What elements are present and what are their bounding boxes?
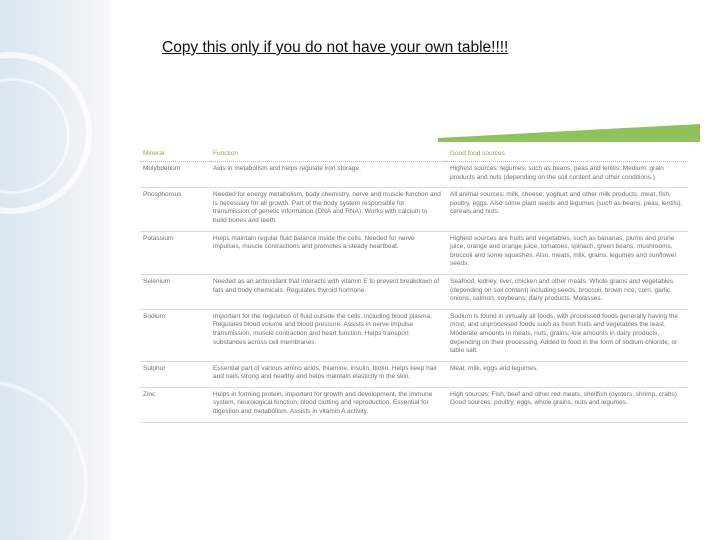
decorative-ring [0,380,88,540]
mineral-cell: Molybdenum [143,165,181,172]
header-sources: Good food sources [450,150,505,158]
sidebar-divider [110,0,112,540]
mineral-cell: Zinc [143,390,156,398]
table-row [140,387,688,422]
mineral-cell: Selenium [143,277,171,285]
sources-cell: Sodium is found in virtually all foods, with processed foods generally having the most, and unprocessed foods such as fresh fruits and vegetables the least. Moderate amounts in meats, nuts, grains; low amounts in dairy products, depending on their processing. Added to food in the form of sodium chloride, or table salt. [450,312,678,355]
function-cell: Helps in forming protein, important for growth and development, the immune system, neurological function, blood clotting and reproduction. Essential for digestion and metabolism. Assists in vitamin A activity. [213,390,433,416]
function-cell: Aids in metabolism and helps regulate iron storage. [213,165,361,172]
function-cell: Important for the regulation of fluid outside the cells, including blood plasma. Regulates blood volume and blood pressure. Assists in nerve impulse transmission, muscle contraction and heart function. Helps transport substances across cell membranes. [213,312,432,346]
sources-cell: High sources: Fish, beef and other red meats, shellfish (oysters, shrimp, crabs). Good sources: poultry, eggs, whole grains, nuts and legumes. [450,390,679,407]
mineral-cell: Potassium [143,234,174,242]
table-header-row [140,147,688,162]
table-row [140,162,688,188]
decorative-sidebar [0,0,112,540]
header-function: Function [213,150,238,158]
table-row [140,188,688,231]
sources-cell: Highest sources: legumes, such as beans, peas and lentils. Medium: grain products and nuts (depending on the soil content and other conditions.) [450,165,664,181]
mineral-table [140,147,688,423]
sources-cell: Highest sources are fruits and vegetables, such as bananas, plums and prune juice, orange and orange juice, tomatoes, spinach, green beans, mushrooms, broccoli and some squashes. Also, meats, milk, grains, legumes and sunflower seeds. [450,234,677,268]
accent-bar [438,124,700,142]
slide-heading: Copy this only if you do not have your own table!!!! [162,39,509,56]
table-row [140,231,688,274]
mineral-cell: Sulphur [143,364,166,372]
function-cell: Needed as an antioxidant that interacts with vitamin E to prevent breakdown of fats and body chemicals. Regulates thyroid hormone. [213,277,440,294]
sources-cell: Seafood, kidney, liver, chicken and other meats. Whole grains and vegetables (depending on soil content) including seeds, broccoli, brown rice, corn, garlic, onions, salmon, soybeans; dairy products. Molasses. [450,277,674,303]
sources-cell: Meat, milk, eggs and legumes. [450,364,539,372]
table-row [140,274,688,309]
function-cell: Needed for energy metabolism, body chemistry, nerve and muscle function and is necessary for all growth. Part of the body system responsible for transmission of genetic information (DNA and RNA). Works with calcium to build bones and teeth. [213,191,441,224]
function-cell: Essential part of various amino acids, thiamine, insulin, biotin. Helps keep hair and nails strong and healthy and helps maintain elasticity in the skin. [213,364,438,381]
table-row [140,361,688,387]
table-row [140,309,688,361]
mineral-cell: Phosphorous [143,191,182,199]
header-mineral: Mineral [143,150,165,158]
mineral-cell: Sodium [143,312,166,320]
function-cell: Helps maintain regular fluid balance inside the cells. Needed for nerve impulses, muscle contractions and promotes a steady heartbeat. [213,234,415,251]
sources-cell: All animal sources: milk, cheese, yoghurt and other milk products, meat, fish, poultry, eggs. Also some plant seeds and legumes (such as beans, peas, lentils), cereals and nuts. [450,191,683,216]
